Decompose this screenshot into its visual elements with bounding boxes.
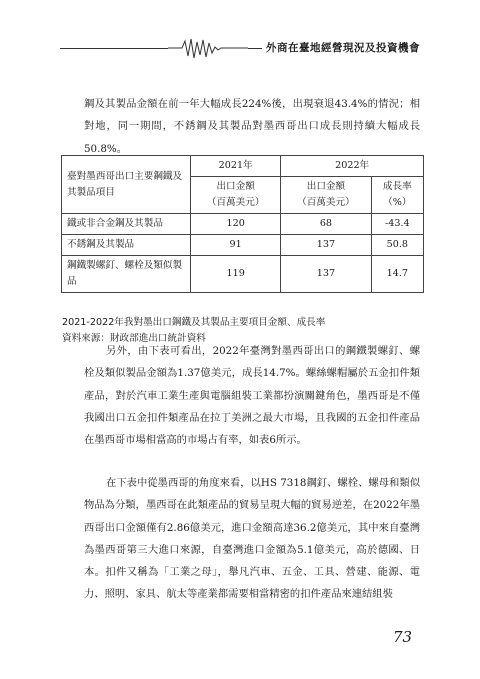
paragraph-fasteners: 另外，由下表可看出，2022年臺灣對墨西哥出口的鋼鐵製螺釘、螺栓及類似製品金額為1.37億美元，成長14.7%。螺絲螺帽屬於五金扣件類產品，對於汽車工業生產與電腦組裝工業都扮演關鍵角色，墨西哥是不僅我國出口五金扣件類產品在拉丁美洲之最大市場，且我國的五金扣件產品在墨西哥市場相當高的市場占有率，如表6所示。: [84, 345, 420, 447]
page-number: 73: [393, 628, 413, 646]
table-caption: 2021-2022年我對墨出口鋼鐵及其製品主要項目金額、成長率: [62, 317, 326, 328]
running-header-title: 外商在臺地經營現況及投資機會: [262, 40, 466, 55]
table-row: 鋼鐵製螺釘、螺栓及類似製品 119 137 14.7: [62, 256, 424, 293]
table-row: 鐵或非合金鋼及其製品 120 68 -43.4: [62, 214, 424, 235]
header-2021-export-value: 出口金額 （百萬美元）: [191, 177, 281, 214]
table-corner-label: 臺對墨西哥出口主要鋼鐵及其製品項目: [62, 156, 191, 214]
paragraph-intro: 鋼及其製品金額在前一年大幅成長224%後，出現衰退43.4%的情況；相對地，同一期間，不銹鋼及其製品對墨西哥出口成長則持續大幅成長50.8%。: [84, 98, 420, 155]
header-2022-export-value: 出口金額 （百萬美元）: [281, 177, 371, 214]
steel-exports-table: [61, 155, 424, 293]
header-2021: 2021年: [191, 156, 281, 177]
header-2022: 2022年: [281, 156, 424, 177]
table-row: 不銹鋼及其製品 91 137 50.8: [62, 235, 424, 256]
table-source: 資料來源：財政部進出口統計資料: [62, 333, 206, 344]
header-growth-rate: 成長率 （%）: [371, 177, 423, 214]
heartbeat-wave-icon: [168, 38, 248, 60]
paragraph-mexico-trade: 在下表中從墨西哥的角度來看，以HS 7318鋼釘、螺栓、螺母和類似物品為分類，墨西哥在此類產品的貿易呈現大幅的貿易逆差，在2022年墨西哥出口金額僅有2.86億美元，進口金額高達36.2億美元，其中來自臺灣為墨西哥第三大進口來源，自臺灣進口金額為5.1億美元，高於德國、日本。扣件又稱為「工業之母」，舉凡汽車、五金、工具、營建、能源、電力、照明、家具、航太等產業都需要相當精密的扣件產品來連結組裝: [84, 477, 420, 601]
